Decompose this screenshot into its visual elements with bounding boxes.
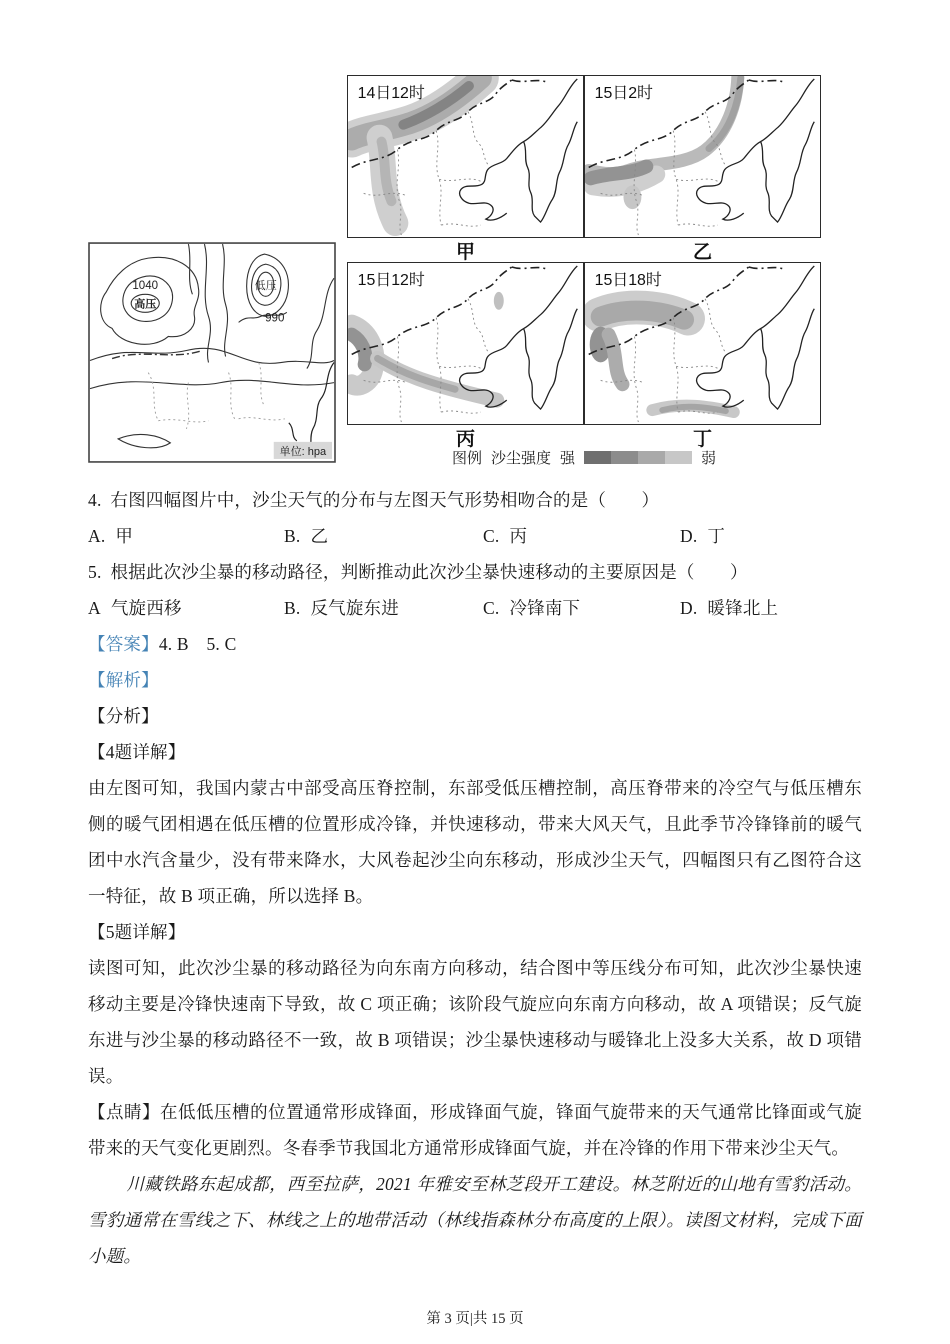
option-5d[interactable]: D. 暖锋北上 [680,598,779,618]
panel-time: 15日12时 [357,271,425,289]
question-4-options [88,518,862,554]
jiexi-tag: 【解析】 [88,670,159,690]
detail4-paragraph: 由左图可知，我国内蒙古中部受高压脊控制，东部受低压槽控制，高压脊带来的冷空气与低压槽东侧的暖气团相遇在低压槽的位置形成冷锋，并快速移动，带来大风天气，且此季节冷锋锋前的暖气团中水汽含量少，没有带来降水，大风卷起沙尘向东移动，形成沙尘天气，四幅图只有乙图符合这一特征，故 B 项正确，所以选择 B。 [88,778,862,906]
jiexi-row [88,662,862,698]
panel-time: 14日12时 [357,84,425,102]
dust-panel-bing [347,262,584,425]
question-4-number: 4. [88,490,102,510]
legend-title: 图例 [451,450,482,467]
low-pressure-value: 990 [265,312,285,325]
pressure-chart [88,242,336,463]
detail5-heading: 【5题详解】 [88,922,186,942]
question-5-options [88,590,862,626]
option-4a[interactable]: A. 甲 [88,526,134,546]
panel-time: 15日18时 [594,271,662,289]
question-4-stem-row [88,482,862,518]
dust-panel-jia [347,75,584,238]
dust-panel-grid [347,75,821,449]
dianjing-text: 在低低压槽的位置通常形成锋面，形成锋面气旋，锋面气旋带来的天气通常比锋面或气旋带来的天气变化更剧烈。冬春季节我国北方通常形成锋面气旋，并在冷锋的作用下带来沙尘天气。 [88,1102,862,1158]
option-4c[interactable]: C. 丙 [483,526,528,546]
option-5b[interactable]: B. 反气旋东进 [284,598,399,618]
high-pressure-value: 1040 [132,280,159,293]
dust-legend [347,447,821,468]
panel-caption-ding: 丁 [692,428,712,450]
page-footer: 第 3 页|共 15 页 [426,1311,524,1327]
fenxi-row [88,698,862,734]
panel-caption-yi: 乙 [692,241,712,263]
option-5c[interactable]: C. 冷锋南下 [483,598,581,618]
question-figure [0,0,950,478]
question-4-stem: 右图四幅图片中，沙尘天气的分布与左图天气形势相吻合的是（ ） [110,490,660,510]
panel-caption-jia: 甲 [455,241,475,263]
legend-intensity-bar [584,451,692,464]
answer-row [88,626,862,662]
answer-tag: 【答案】 [88,634,159,654]
legend-strong-label: 强 [560,450,576,467]
fenxi-tag: 【分析】 [88,706,159,726]
dust-panel-ding [584,262,821,425]
question-text-block [88,482,862,1274]
option-5a[interactable]: A 气旋西移 [88,598,182,618]
detail4-heading: 【4题详解】 [88,742,186,762]
dianjing-tag: 【点睛】 [88,1102,161,1122]
option-4d[interactable]: D. 丁 [680,526,726,546]
low-pressure-label: 低压 [254,280,277,293]
panel-caption-bing: 丙 [455,428,475,450]
question-5-stem: 根据此次沙尘暴的移动路径，判断推动此次沙尘暴快速移动的主要原因是（ ） [110,562,748,582]
question-5-number: 5. [88,562,102,582]
detail5-paragraph: 读图可知，此次沙尘暴的移动路径为向东南方向移动，结合图中等压线分布可知，此次沙尘暴快速移动主要是冷锋快速南下导致，故 C 项正确；该阶段气旋应向东南方向移动，故 A 项错误；反气旋东进与沙尘暴的移动路径不一致，故 B 项错误；沙尘暴快速移动与暖锋北上没多大关系，故 D 项错误。 [88,958,862,1086]
legend-weak-label: 弱 [701,450,717,467]
dianjing-paragraph [88,1094,862,1166]
material-paragraph: 川藏铁路东起成都，西至拉萨，2021 年雅安至林芝段开工建设。林芝附近的山地有雪豹活动。雪豹通常在雪线之下、林线之上的地带活动（林线指森林分布高度的上限）。读图文材料，完成下面小题。 [88,1174,862,1266]
unit-label: 单位: hpa [279,445,327,458]
dust-panel-yi [584,75,821,238]
high-pressure-label: 高压 [134,298,157,311]
answer-text: 4. B 5. C [158,634,237,654]
question-5-stem-row [88,554,862,590]
legend-label: 沙尘强度 [490,450,551,467]
option-4b[interactable]: B. 乙 [284,526,329,546]
panel-time: 15日2时 [594,84,653,102]
